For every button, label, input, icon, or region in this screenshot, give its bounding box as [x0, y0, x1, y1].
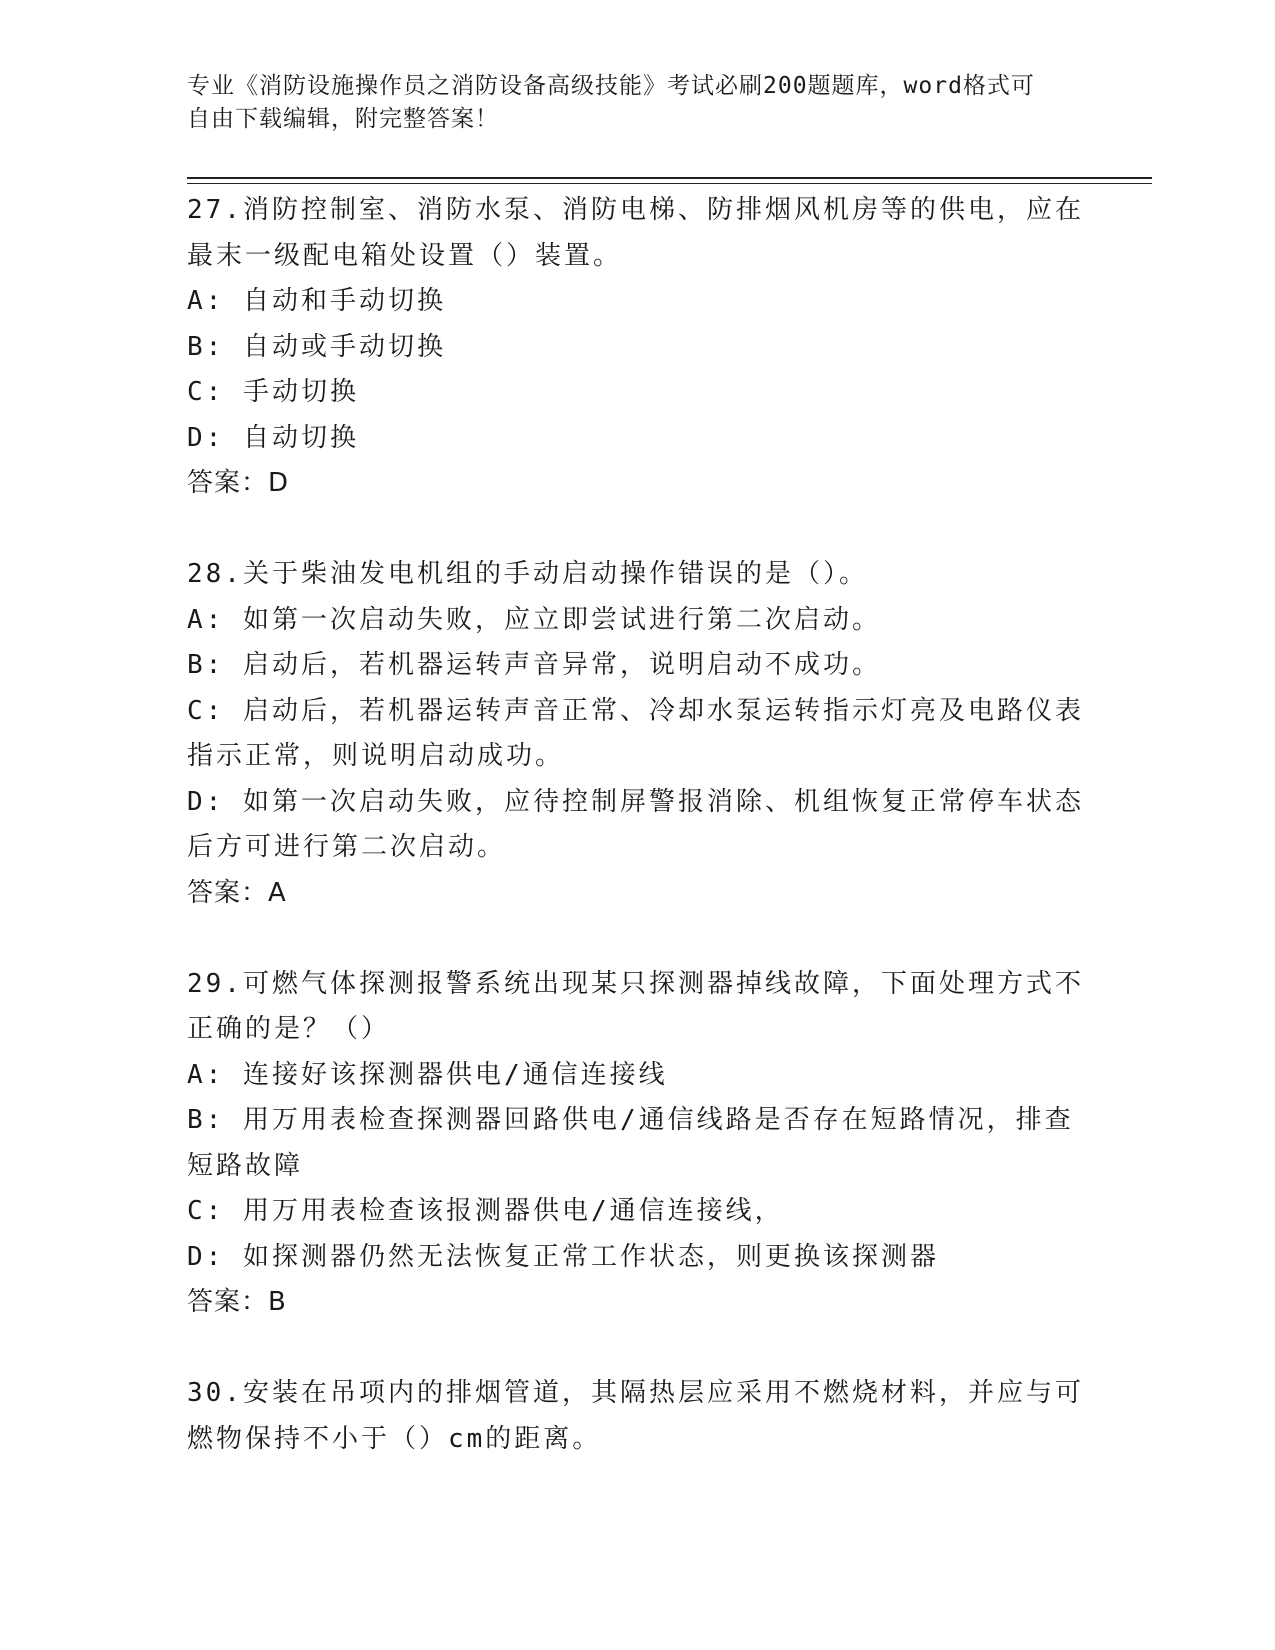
question-stem: 28.关于柴油发电机组的手动启动操作错误的是（）。: [187, 559, 868, 589]
option-a: A: 自动和手动切换: [187, 286, 446, 316]
option-c: C: 启动后，若机器运转声音正常、冷却水泵运转指示灯亮及电路仪表: [187, 695, 1084, 726]
option-b: B: 用万用表检查探测器回路供电/通信线路是否存在短路情况，排查: [187, 1105, 1074, 1135]
answer-line: 答案：B: [187, 1287, 287, 1317]
question-stem: 最末一级配电箱处设置（）装置。: [187, 240, 623, 271]
document-header: [187, 70, 1067, 136]
question-28: [187, 552, 1087, 916]
option-a: A: 如第一次启动失败，应立即尝试进行第二次启动。: [187, 604, 881, 635]
answer-line: 答案：D: [187, 468, 290, 498]
question-stem: 29.可燃气体探测报警系统出现某只探测器掉线故障，下面处理方式不: [187, 968, 1084, 999]
option-d: D: 如探测器仍然无法恢复正常工作状态，则更换该探测器: [187, 1241, 939, 1272]
option-c: C: 手动切换: [187, 377, 359, 407]
option-a: A: 连接好该探测器供电/通信连接线: [187, 1059, 668, 1090]
header-divider-thick: [187, 177, 1152, 179]
option-b: B: 启动后，若机器运转声音异常，说明启动不成功。: [187, 650, 881, 680]
question-stem: 燃物保持不小于（）cm的距离。: [187, 1423, 602, 1454]
option-b-continued: 短路故障: [187, 1150, 304, 1181]
header-line-2: 自由下载编辑，附完整答案！: [187, 106, 499, 132]
question-stem: 27.消防控制室、消防水泵、消防电梯、防排烟风机房等的供电，应在: [187, 195, 1084, 225]
question-stem: 30.安装在吊项内的排烟管道，其隔热层应采用不燃烧材料，并应与可: [187, 1378, 1084, 1408]
option-d: D: 自动切换: [187, 422, 359, 453]
header-divider-thin: [187, 183, 1152, 184]
question-list: [187, 188, 1087, 1462]
question-27: [187, 188, 1087, 507]
question-spacer: [187, 1326, 1087, 1372]
option-d: D: 如第一次启动失败，应待控制屏警报消除、机组恢复正常停车状态: [187, 786, 1084, 817]
answer-line: 答案：A: [187, 877, 287, 908]
header-line-1: 专业《消防设施操作员之消防设备高级技能》考试必刷200题题库，word格式可: [187, 73, 1035, 99]
question-stem: 正确的是？（）: [187, 1014, 391, 1044]
question-spacer: [187, 507, 1087, 553]
option-c: C: 用万用表检查该报测器供电/通信连接线，: [187, 1196, 784, 1226]
option-d-continued: 后方可进行第二次启动。: [187, 832, 507, 862]
question-29: [187, 962, 1087, 1326]
question-30: [187, 1371, 1087, 1462]
option-b: B: 自动或手动切换: [187, 331, 446, 362]
option-c-continued: 指示正常，则说明启动成功。: [187, 741, 565, 771]
question-spacer: [187, 916, 1087, 962]
